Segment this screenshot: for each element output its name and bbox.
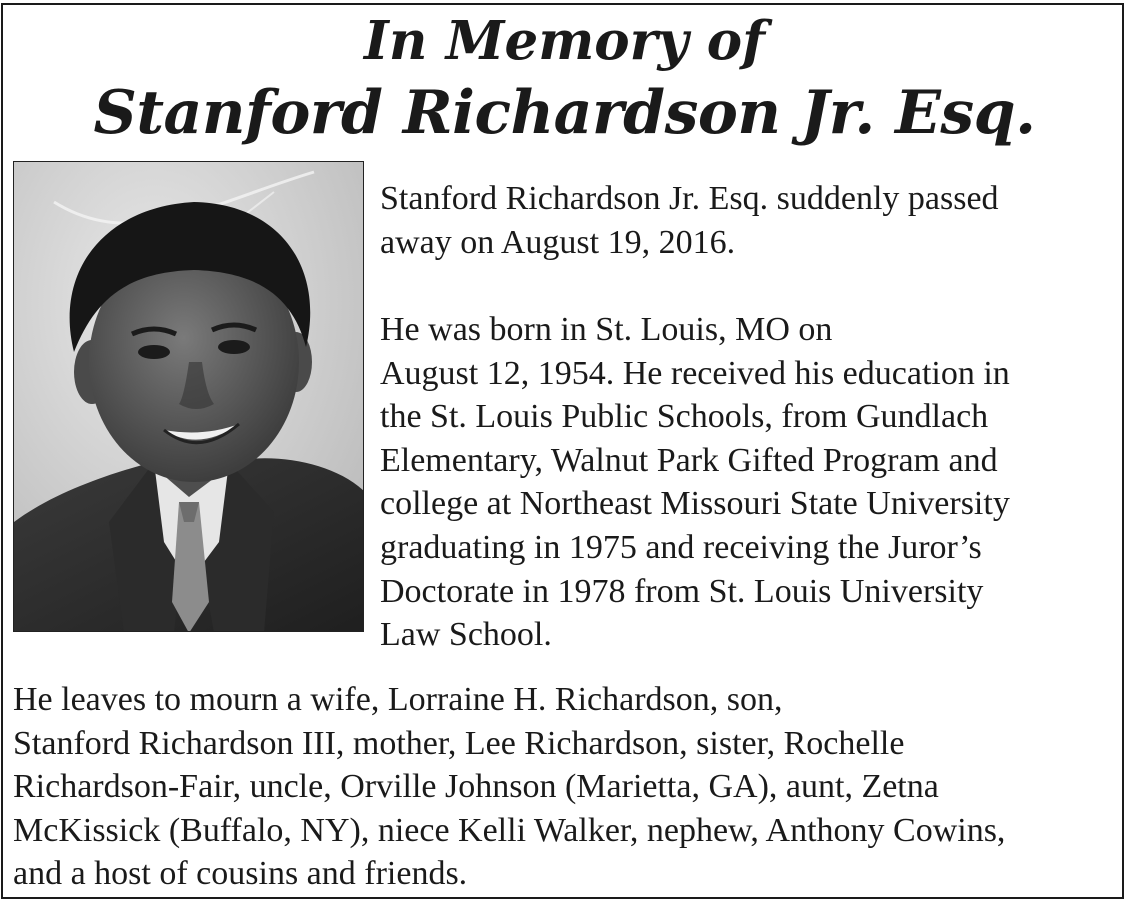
text-line: Doctorate in 1978 from St. Louis University	[380, 572, 984, 610]
text-line: Law School.	[380, 616, 552, 654]
text-line: the St. Louis Public Schools, from Gundlach	[380, 398, 989, 436]
death-notice-paragraph	[380, 177, 999, 264]
heading-line-1: In Memory of	[364, 10, 765, 72]
biography-paragraph	[380, 308, 1010, 657]
heading-line-2: Stanford Richardson Jr. Esq.	[93, 78, 1036, 148]
text-line: He leaves to mourn a wife, Lorraine H. Richardson, son,	[13, 681, 783, 718]
text-line: and a host of cousins and friends.	[13, 855, 468, 893]
text-line: graduating in 1975 and receiving the Juror’s	[380, 528, 982, 566]
survivors-paragraph	[13, 678, 1005, 896]
portrait-photo	[13, 161, 364, 632]
obituary-notice	[1, 3, 1124, 899]
text-line: August 12, 1954. He received his education in	[380, 354, 1010, 392]
text-line: Richardson-Fair, uncle, Orville Johnson (Marietta, GA), aunt, Zetna	[13, 768, 939, 806]
text-line: Stanford Richardson III, mother, Lee Richardson, sister, Rochelle	[13, 724, 905, 762]
text-line: away on August 19, 2016.	[380, 223, 736, 261]
text-line: Elementary, Walnut Park Gifted Program and	[380, 441, 998, 479]
text-line: McKissick (Buffalo, NY), niece Kelli Walker, nephew, Anthony Cowins,	[13, 811, 1006, 849]
text-line: college at Northeast Missouri State University	[380, 485, 1010, 523]
text-line: Stanford Richardson Jr. Esq. suddenly passed	[380, 180, 999, 217]
text-line: He was born in St. Louis, MO on	[380, 311, 833, 348]
